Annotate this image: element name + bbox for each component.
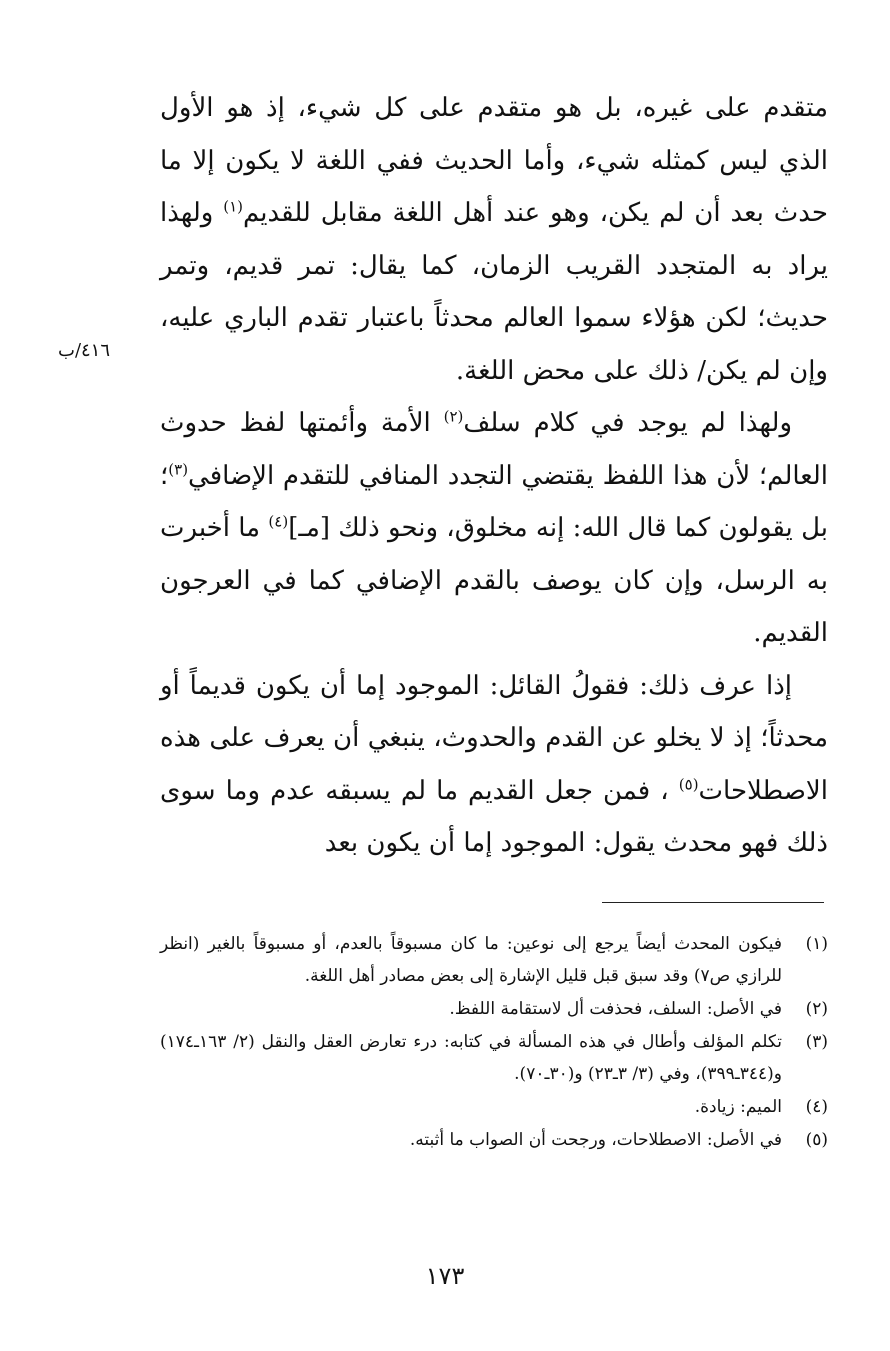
footnote-text: في الأصل: الاصطلاحات، ورجحت أن الصواب ما أثبته. xyxy=(409,1130,782,1150)
footnote-2 xyxy=(160,993,828,1025)
footnote-text: في الأصل: السلف، فحذفت أل لاستقامة اللفظ. xyxy=(449,999,782,1019)
page-number: ١٧٣ xyxy=(425,1262,465,1290)
footnote-4 xyxy=(160,1091,828,1123)
paragraph-2-text-d: ما أخبرت به الرسل، وإن كان يوصف بالقدم الإضافي كما في العرجون القديم. xyxy=(160,513,828,648)
footnote-number: (١) xyxy=(805,934,828,954)
paragraph-3 xyxy=(160,660,828,870)
footnote-ref-2: (٢) xyxy=(443,407,464,426)
paragraph-2-text-a: ولهذا لم يوجد في كلام سلف xyxy=(463,408,792,438)
footnote-5 xyxy=(160,1124,828,1156)
footnote-number: (٥) xyxy=(805,1130,828,1150)
manuscript-folio-note: ٤١٦/ب xyxy=(58,340,111,361)
footnote-text: فيكون المحدث أيضاً يرجع إلى نوعين: ما كان مسبوقاً بالعدم، أو مسبوقاً بالغير (انظر للرازي ص٧) وقد سبق قبل قليل الإشارة إلى بعض مصادر أهل اللغة. xyxy=(160,934,782,986)
main-text xyxy=(160,82,828,870)
footnote-ref-5: (٥) xyxy=(678,774,699,793)
footnote-number: (٢) xyxy=(805,999,828,1019)
paragraph-2-text-b: الأمة وأئمتها لفظ حدوث العالم؛ لأن هذا اللفظ يقتضي التجدد المنافي للتقدم الإضافي xyxy=(160,408,828,491)
paragraph-2-text-c: ؛ بل يقولون كما قال الله: إنه مخلوق، ونحو ذلك [مـ] xyxy=(160,460,828,543)
footnote-ref-1: (١) xyxy=(223,197,243,216)
paragraph-3-text-b: ، فمن جعل القديم ما لم يسبقه عدم وما سوى ذلك فهو محدث يقول: الموجود إما أن يكون بعد xyxy=(160,775,828,858)
paragraph-1 xyxy=(160,82,828,397)
footnote-text: تكلم المؤلف وأطال في هذه المسألة في كتابه: درء تعارض العقل والنقل (٢/ ١٦٣ـ١٧٤) و(٣٤٤ـ٣٩٩)، وفي (٣/ ٣ـ٢٣) و(٣٠ـ٧٠). xyxy=(160,1032,782,1084)
paragraph-1-text: متقدم على غيره، بل هو متقدم على كل شيء، إذ هو الأول الذي ليس كمثله شيء، وأما الحديث ففي اللغة لا يكون إلا ما حدث بعد أن لم يكن، وهو عند أهل اللغة مقابل للقديم xyxy=(160,93,828,228)
footnote-text: الميم: زيادة. xyxy=(694,1097,782,1117)
footnote-number: (٣) xyxy=(805,1032,828,1052)
footnote-1 xyxy=(160,928,828,992)
footnotes xyxy=(160,928,828,1157)
footnote-number: (٤) xyxy=(805,1097,828,1117)
footnote-ref-4: (٤) xyxy=(268,512,289,531)
paragraph-2 xyxy=(160,397,828,660)
paragraph-1-text-rest: ولهذا يراد به المتجدد القريب الزمان، كما يقال: تمر قديم، وتمر حديث؛ لكن هؤلاء سموا العالم محدثاً باعتبار تقدم الباري عليه، وإن لم يكن/ ذلك على محض اللغة. xyxy=(160,198,828,386)
paragraph-3-text-a: إذا عرف ذلك: فقولُ القائل: الموجود إما أن يكون قديماً أو محدثاً؛ إذ لا يخلو عن القدم والحدوث، ينبغي أن يعرف على هذه الاصطلاحات xyxy=(160,670,828,806)
footnote-3 xyxy=(160,1026,828,1090)
footnote-separator xyxy=(602,902,824,903)
footnote-ref-3: (٣) xyxy=(168,459,189,478)
